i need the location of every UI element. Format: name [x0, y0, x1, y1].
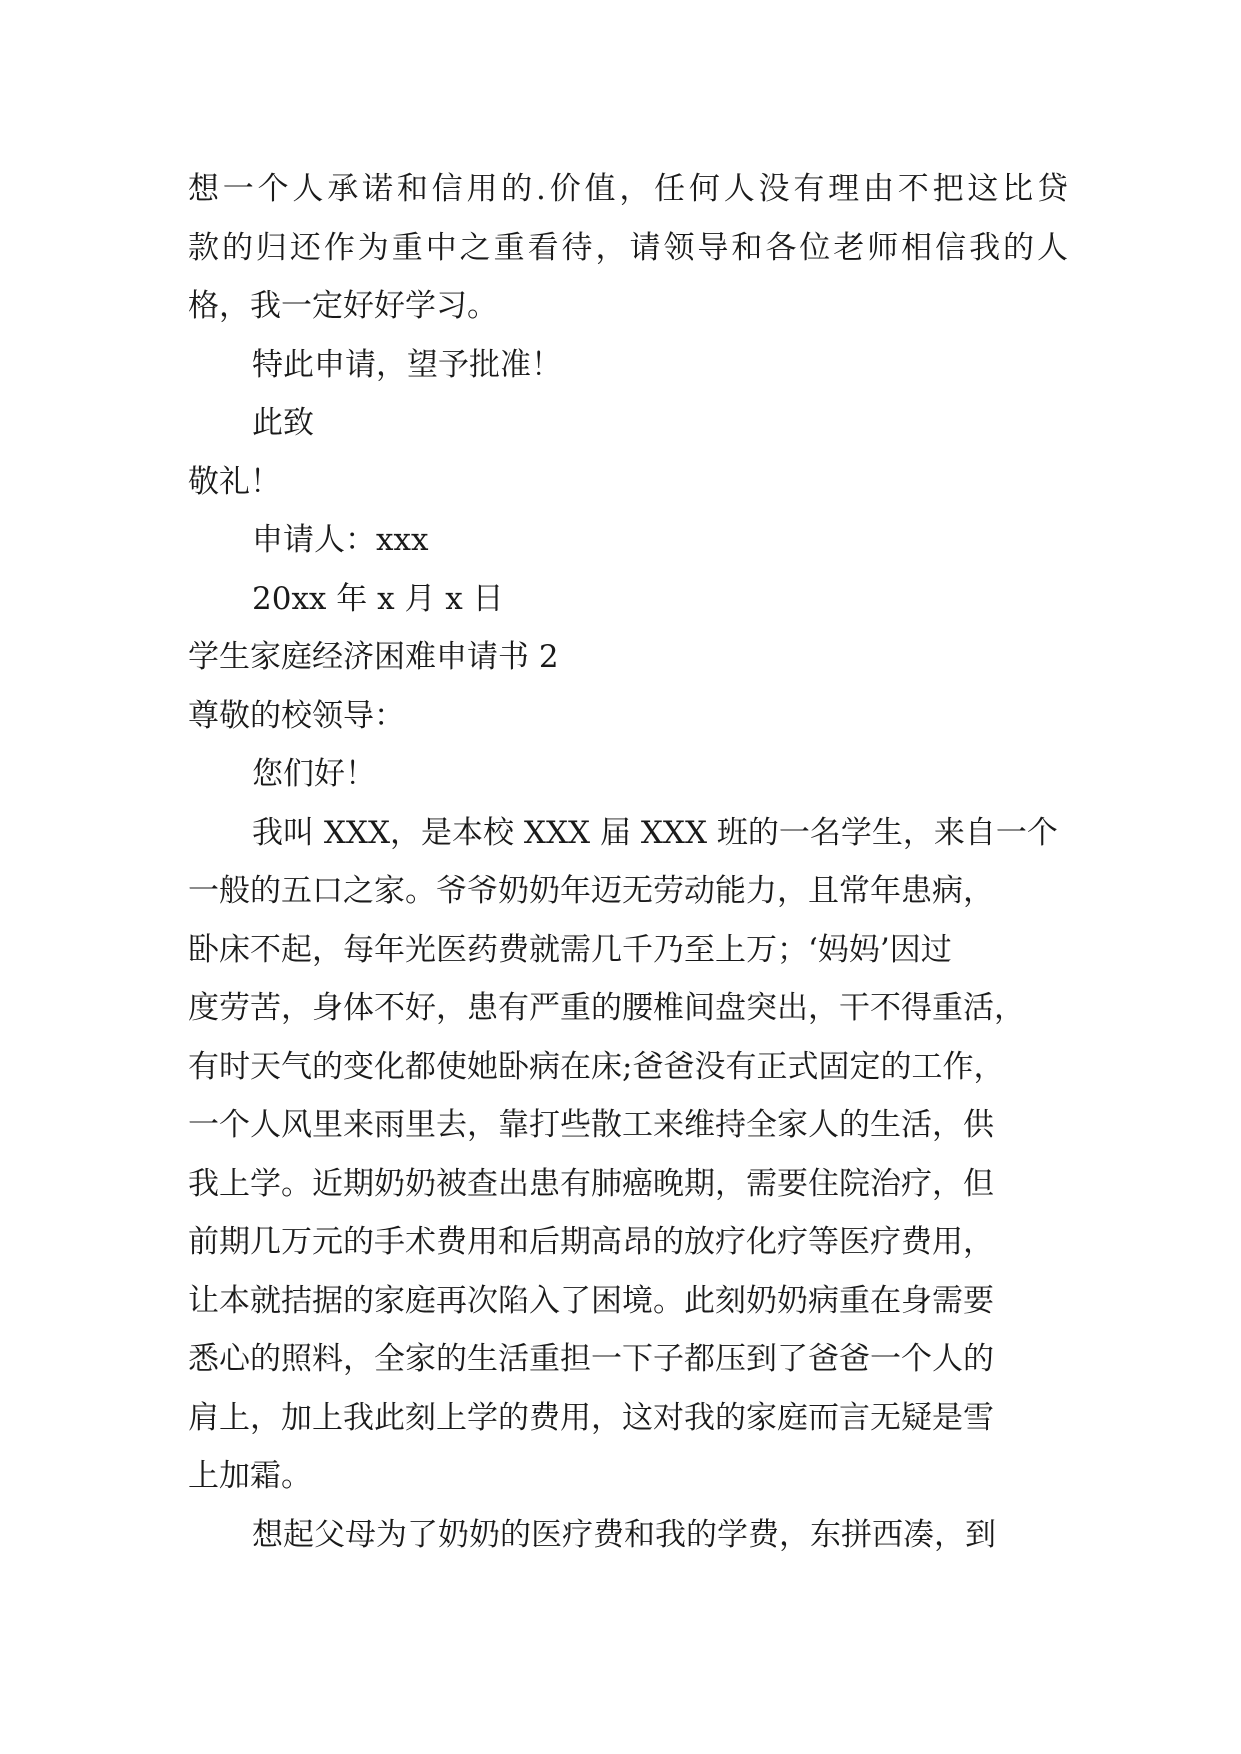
- paragraph-line: 想起父母为了奶奶的医疗费和我的学费，东拼西凑，到: [252, 1516, 996, 1553]
- letter-greeting: 您们好！: [252, 756, 376, 792]
- paragraph-line: 让本就拮据的家庭再次陷入了困境。此刻奶奶病重在身需要: [188, 1282, 994, 1319]
- paragraph-line: 一般的五口之家。爷爷奶奶年迈无劳动能力，且常年患病，: [188, 873, 994, 909]
- paragraph-line: 肩上，加上我此刻上学的费用，这对我的家庭而言无疑是雪: [188, 1399, 994, 1436]
- closing-request: 特此申请，望予批准！: [252, 346, 562, 383]
- paragraph-line: 我上学。近期奶奶被查出患有肺癌晚期，需要住院治疗，但: [188, 1165, 994, 1202]
- paragraph-line: 度劳苦，身体不好，患有严重的腰椎间盘突出，干不得重活，: [188, 990, 1025, 1026]
- salutation-regards: 敬礼！: [188, 463, 281, 500]
- salutation-closing: 此致: [252, 405, 314, 441]
- paragraph-line: 悉心的照料，全家的生活重担一下子都压到了爸爸一个人的: [188, 1341, 994, 1377]
- paragraph-line: 格，我一定好好学习。: [188, 288, 498, 324]
- paragraph-line: 前期几万元的手术费用和后期高昂的放疗化疗等医疗费用，: [188, 1224, 994, 1260]
- paragraph-line: 想一个人承诺和信用的.价值，任何人没有理由不把这比贷: [188, 171, 1068, 207]
- paragraph-line: 款的归还作为重中之重看待，请领导和各位老师相信我的人: [188, 229, 1068, 266]
- paragraph-line: 卧床不起，每年光医药费就需几千乃至上万；‘妈妈’因过: [188, 931, 952, 968]
- document-body: [188, 160, 1068, 1564]
- applicant-signature: 申请人：xxx: [252, 522, 429, 558]
- paragraph-line: 上加霜。: [188, 1458, 312, 1494]
- paragraph-line: 一个人风里来雨里去，靠打些散工来维持全家人的生活，供: [188, 1107, 994, 1143]
- letter-recipient: 尊敬的校领导：: [188, 697, 405, 734]
- section-title: 学生家庭经济困难申请书 2: [188, 639, 559, 675]
- signature-date: 20xx 年 x 月 x 日: [252, 580, 504, 617]
- paragraph-line: 有时天气的变化都使她卧病在床;爸爸没有正式固定的工作，: [188, 1048, 1005, 1085]
- paragraph-line: 我叫 XXX，是本校 XXX 届 XXX 班的一名学生，来自一个: [252, 814, 1058, 851]
